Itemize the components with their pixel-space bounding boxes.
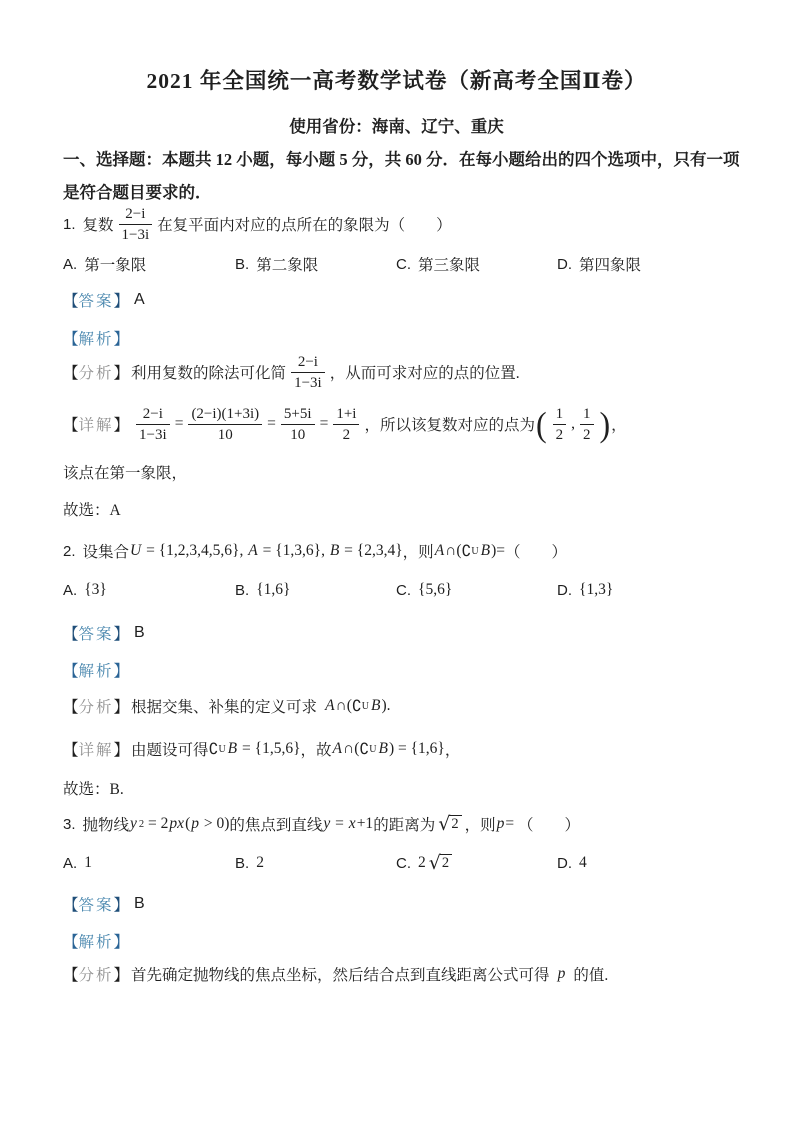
fenxi-label: 分析: [78, 365, 114, 382]
math-variable: B: [480, 542, 491, 559]
question-3-option-d: [557, 854, 753, 872]
jiexi-label-bracket: 【: [63, 934, 79, 951]
text-run: （ ）: [517, 817, 580, 834]
math-text: 2: [256, 854, 264, 871]
label-run: B.: [235, 854, 250, 872]
math-variable: U: [130, 542, 142, 559]
label-run: D.: [557, 581, 572, 599]
question-2-option-d: [557, 581, 753, 599]
question-3-option-a: [63, 854, 235, 872]
xiangjie-label-bracket: 【: [63, 742, 79, 759]
answer-value: A: [134, 291, 145, 308]
label-run: 3.: [63, 815, 76, 833]
fenxi-label-bracket: 【: [63, 365, 79, 382]
fraction: [553, 405, 567, 444]
math-text: ∁: [351, 697, 362, 715]
math-text: )=: [491, 542, 505, 559]
subscript: U: [361, 700, 369, 712]
text-run: 由题设可得: [131, 742, 209, 759]
numerator: 2−i: [125, 205, 146, 222]
xiangjie-label-bracket: 】: [113, 742, 130, 759]
math-text: 1: [84, 854, 92, 871]
math-variable: A: [325, 697, 335, 714]
math-text: ∁: [359, 740, 370, 758]
question-2-stem: [63, 536, 567, 566]
big-paren: (: [535, 404, 547, 444]
math-text: =: [331, 815, 348, 832]
question-2-answer-line: [63, 622, 145, 644]
question-2-xiangjie-line: [63, 734, 460, 764]
xiangjie-content: [131, 738, 460, 760]
numerator: 1: [583, 405, 591, 422]
math-text: = 2: [144, 815, 169, 832]
numerator: (2−i)(1+3i): [191, 405, 260, 422]
label-run: C.: [396, 581, 411, 599]
sqrt-expression: [438, 812, 461, 835]
question-2-option-c: [396, 581, 557, 599]
question-1-conclusion: 该点在第一象限，: [63, 465, 188, 482]
text-run: ，从而可求对应的点的位置.: [329, 365, 520, 382]
fraction: [333, 405, 359, 444]
sqrt-expression: [428, 851, 452, 874]
fraction-bar: [580, 424, 594, 425]
math-text: = {1,2,3,4,5,6},: [142, 542, 248, 559]
text-run: 根据交集、补集的定义可求: [131, 699, 318, 716]
label-run: A.: [63, 255, 78, 273]
question-3-option-b: [235, 854, 396, 872]
question-1-option-c: [396, 253, 557, 275]
text-run: 第一象限: [84, 257, 147, 274]
math-text: ∁: [461, 542, 472, 560]
denominator: 1−3i: [139, 426, 167, 443]
question-1-options: [63, 253, 753, 275]
jiexi-label: 解析: [78, 934, 114, 951]
numerator: 1: [555, 405, 564, 422]
math-text: ,: [571, 415, 575, 432]
fenxi-content: [131, 695, 390, 717]
fenxi-label-bracket: 【: [63, 967, 79, 984]
section-heading-line1: 一、选择题：本题共 12 小题，每小题 5 分，共 60 分．在每小题给出的四个选项中，只有一项: [63, 150, 740, 169]
fenxi-label-bracket: 【: [63, 699, 79, 716]
math-text: 4: [579, 854, 587, 871]
xiangjie-label-bracket: 【: [63, 417, 79, 434]
answer-label: 答案: [78, 293, 114, 310]
math-text: ∁: [208, 740, 219, 758]
radical-glyph: √: [428, 851, 441, 874]
answer-label-bracket: 】: [113, 626, 130, 643]
math-variable: y: [130, 815, 137, 832]
text-run: ，: [444, 742, 461, 759]
superscript: 2: [138, 818, 145, 830]
text-run: 第四象限: [579, 257, 642, 274]
math-text: =: [174, 415, 184, 432]
big-paren: ): [599, 404, 611, 444]
text-run: 的值.: [573, 967, 609, 984]
math-text: ) = {1,6}: [388, 740, 445, 757]
question-1-option-b: [235, 253, 396, 275]
text-run: .: [386, 697, 391, 714]
label-run: B.: [235, 581, 250, 599]
math-variable: A: [248, 542, 258, 559]
question-3-options: [63, 846, 753, 880]
fenxi-label-bracket: 】: [113, 365, 130, 382]
text-run: ，所以该复数对应的点为: [364, 417, 535, 434]
answer-value: B: [134, 895, 145, 912]
answer-label: 答案: [78, 626, 114, 643]
denominator: 10: [290, 426, 306, 443]
label-run: D.: [557, 255, 572, 273]
math-variable: x: [348, 815, 356, 832]
page-title: 2021 年全国统一高考数学试卷（新高考全国Ⅱ卷）: [146, 69, 647, 93]
fraction-bar: [136, 424, 170, 425]
xiangjie-label-bracket: 】: [113, 417, 130, 434]
answer-label-bracket: 【: [63, 293, 79, 310]
math-text: ∩(: [445, 542, 462, 559]
question-3-fenxi-line: [63, 963, 608, 985]
label-run: D.: [557, 854, 572, 872]
label-run: B.: [235, 255, 250, 273]
question-2-options: [63, 581, 753, 599]
fraction-bar: [119, 224, 153, 225]
math-text: =: [505, 815, 518, 832]
fraction-bar: [281, 424, 315, 425]
math-text: 2: [418, 854, 426, 871]
answer-value: B: [134, 624, 145, 641]
fraction-bar: [188, 424, 262, 425]
radical-glyph: √: [438, 812, 451, 835]
jiexi-label-bracket: 】: [113, 663, 130, 680]
answer-label-bracket: 【: [63, 897, 79, 914]
question-2-option-a: [63, 581, 235, 599]
question-3-answer-line: [63, 893, 145, 915]
math-text: +1: [356, 815, 374, 832]
fraction: [281, 405, 315, 444]
answer-label-bracket: 【: [63, 626, 79, 643]
question-1-fenxi-line: [63, 349, 520, 395]
fenxi-content: [131, 353, 520, 392]
math-variable: A: [434, 542, 445, 559]
math-text: = {1,3,6},: [258, 542, 329, 559]
question-1-answer-line: [63, 289, 145, 311]
question-1-option-d: [557, 253, 753, 275]
label-run: C.: [396, 854, 411, 872]
jiexi-label-bracket: 】: [113, 331, 130, 348]
text-run: 第三象限: [418, 257, 481, 274]
text-run: 抛物线: [82, 817, 130, 834]
xiangjie-content: [131, 405, 627, 444]
math-text: (: [185, 815, 191, 832]
math-variable: B: [371, 697, 381, 714]
text-run: 在复平面内对应的点所在的象限为（ ）: [157, 217, 452, 234]
xiangjie-label: 详解: [78, 417, 114, 434]
numerator: 2−i: [297, 353, 318, 370]
question-2-fenxi-line: [63, 692, 391, 720]
math-text: ∩(: [335, 697, 352, 714]
math-variable: B: [329, 542, 340, 559]
math-variable: px: [169, 815, 185, 832]
fenxi-label-bracket: 】: [113, 699, 130, 716]
fraction-bar: [291, 372, 325, 373]
text-run: ，: [611, 417, 627, 434]
text-run: ，故: [300, 742, 332, 759]
section-heading-line2: 是符合题目要求的．: [63, 183, 212, 202]
text-run: ，则: [402, 544, 434, 561]
question-3-stem: [63, 808, 580, 840]
denominator: 2: [555, 426, 564, 443]
math-text: = {1,5,6}: [238, 740, 301, 757]
fenxi-label: 分析: [78, 967, 114, 984]
math-text: ): [381, 697, 387, 714]
math-text: =: [319, 415, 329, 432]
text-run: 的焦点到直线: [229, 817, 323, 834]
question-2-option-b: [235, 581, 396, 599]
math-text: {1,6}: [256, 581, 291, 598]
text-run: 的距离为: [373, 817, 436, 834]
numerator: 1+i: [336, 405, 357, 422]
math-text: {3}: [84, 581, 107, 598]
xiangjie-label: 详解: [78, 742, 114, 759]
jiexi-label-bracket: 【: [63, 663, 79, 680]
fenxi-content: [131, 963, 608, 985]
question-2-jiexi-line: [63, 659, 129, 681]
denominator: 1−3i: [121, 226, 150, 243]
label-run: 1.: [63, 215, 76, 233]
math-text: = {2,3,4}: [340, 542, 403, 559]
text-run: 设集合: [82, 544, 130, 561]
jiexi-label: 解析: [78, 663, 114, 680]
math-text: ∩(: [343, 740, 360, 757]
fraction-bar: [553, 424, 567, 425]
subscript: U: [369, 743, 377, 755]
answer-label-bracket: 】: [113, 897, 130, 914]
math-variable: A: [332, 740, 342, 757]
jiexi-label-bracket: 】: [113, 934, 130, 951]
question-3-option-c: [396, 851, 557, 874]
fenxi-label: 分析: [78, 699, 114, 716]
subscript: U: [471, 545, 479, 557]
denominator: 2: [342, 426, 351, 443]
jiexi-label: 解析: [78, 331, 114, 348]
jiexi-label-bracket: 【: [63, 331, 79, 348]
question-1-jiexi-line: [63, 327, 129, 349]
question-1-xiangjie-line: [63, 398, 627, 450]
text-run: 复数: [82, 217, 114, 234]
text-run: 首先确定抛物线的焦点坐标，然后结合点到直线距离公式可得: [131, 967, 550, 984]
fraction: [119, 205, 153, 244]
math-variable: p: [557, 965, 566, 982]
label-run: A.: [63, 854, 78, 872]
math-text: {1,3}: [579, 581, 614, 598]
text-run: 利用复数的除法可化简: [131, 365, 287, 382]
text-run: 第二象限: [256, 257, 319, 274]
math-variable: p: [496, 815, 505, 832]
label-run: A.: [63, 581, 78, 599]
label-run: 2.: [63, 542, 76, 560]
text-run: ，则: [464, 817, 496, 834]
fenxi-label-bracket: 】: [113, 967, 130, 984]
question-3-jiexi-line: [63, 930, 129, 952]
question-1-option-a: [63, 253, 235, 275]
fraction: [188, 405, 262, 444]
math-text: > 0): [199, 815, 230, 832]
math-text: {5,6}: [418, 581, 453, 598]
numerator: 2−i: [142, 405, 163, 422]
math-variable: B: [378, 740, 388, 757]
question-1-stem: [63, 200, 452, 248]
denominator: 1−3i: [294, 374, 322, 391]
fraction: [136, 405, 170, 444]
radicand: 2: [449, 815, 461, 833]
radicand: 2: [440, 854, 452, 872]
fraction-bar: [333, 424, 359, 425]
subscript: U: [218, 743, 226, 755]
math-variable: y: [323, 815, 331, 832]
math-text: =: [267, 415, 276, 432]
answer-label-bracket: 】: [113, 293, 130, 310]
question-2-choice: 故选：B.: [63, 781, 124, 798]
fraction: [291, 353, 325, 392]
numerator: 5+5i: [283, 405, 312, 422]
denominator: 2: [583, 426, 591, 443]
label-run: C.: [396, 255, 411, 273]
answer-label: 答案: [78, 897, 114, 914]
fraction: [580, 405, 594, 444]
denominator: 10: [217, 426, 233, 443]
text-run: （ ）: [505, 544, 568, 561]
question-1-choice: 故选：A: [63, 502, 121, 519]
math-variable: p: [191, 815, 199, 832]
page-subtitle: 使用省份：海南、辽宁、重庆: [289, 117, 504, 136]
math-variable: B: [227, 740, 238, 757]
